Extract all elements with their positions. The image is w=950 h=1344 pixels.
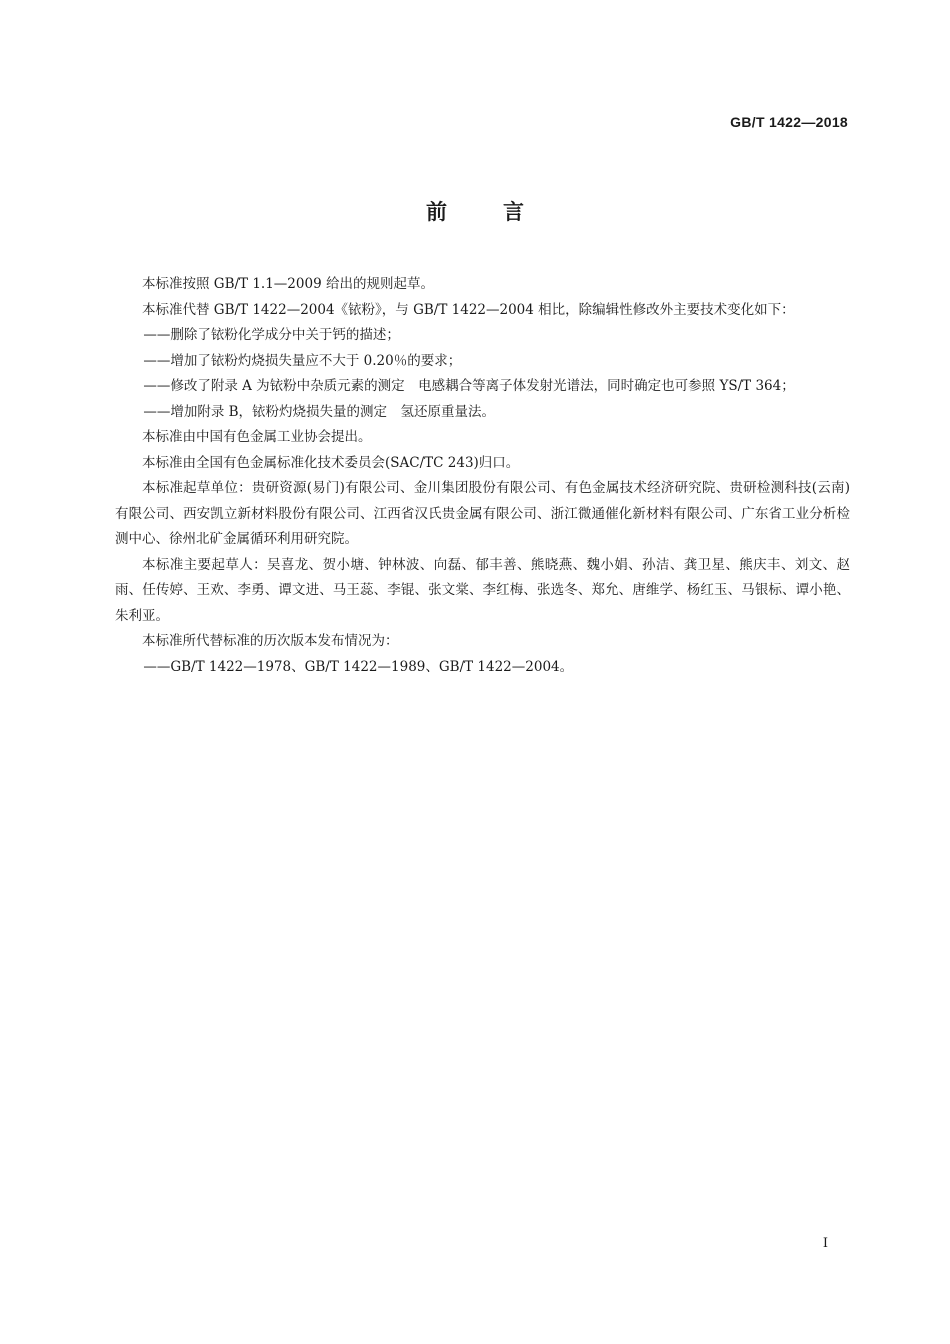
page-title: 前言 — [426, 200, 580, 224]
change-item: ——增加了铱粉灼烧损失量应不大于 0.20％的要求； — [143, 352, 462, 369]
paragraph-drafting-rules: 本标准按照 GB/T 1.1—2009 给出的规则起草。 — [142, 276, 434, 292]
paragraph-history-intro: 本标准所代替标准的历次版本发布情况为： — [142, 633, 399, 649]
paragraph-drafters: 本标准主要起草人：吴喜龙、贺小塘、钟林波、向磊、郁丰善、熊晓燕、魏小娟、孙洁、龚卫星、熊庆丰、刘文、赵雨、任传婷、王欢、李勇、谭文进、马王蕊、李锟、张文棠、李红梅、张选冬、郑允、唐维学、杨红玉、马银标、谭小艳、朱利亚。 — [115, 556, 850, 624]
paragraph-replacement: 本标准代替 GB/T 1422—2004《铱粉》，与 GB/T 1422—2004 相比，除编辑性修改外主要技术变化如下： — [142, 301, 795, 318]
change-item: ——修改了附录 A 为铱粉中杂质元素的测定 电感耦合等离子体发射光谱法，同时确定也可参照 YS/T 364； — [143, 378, 795, 394]
change-item: ——增加附录 B，铱粉灼烧损失量的测定 氢还原重量法。 — [143, 403, 496, 420]
change-item: ——删除了铱粉化学成分中关于钙的描述； — [143, 327, 400, 343]
paragraph-drafting-units: 本标准起草单位：贵研资源(易门)有限公司、金川集团股份有限公司、有色金属技术经济研究院、贵研检测科技(云南)有限公司、西安凯立新材料股份有限公司、江西省汉氏贵金属有限公司、浙江微通催化新材料有限公司、广东省工业分析检测中心、徐州北矿金属循环利用研究院。 — [115, 480, 850, 547]
history-item: ——GB/T 1422—1978、GB/T 1422—1989、GB/T 1422—2004。 — [143, 658, 574, 675]
paragraph-committee: 本标准由全国有色金属标准化技术委员会(SAC/TC 243)归口。 — [142, 454, 520, 471]
paragraph-proposer: 本标准由中国有色金属工业协会提出。 — [142, 429, 372, 445]
foreword-body — [115, 272, 850, 680]
page-number: I — [822, 1236, 828, 1251]
standard-code: GB/T 1422—2018 — [730, 114, 848, 130]
